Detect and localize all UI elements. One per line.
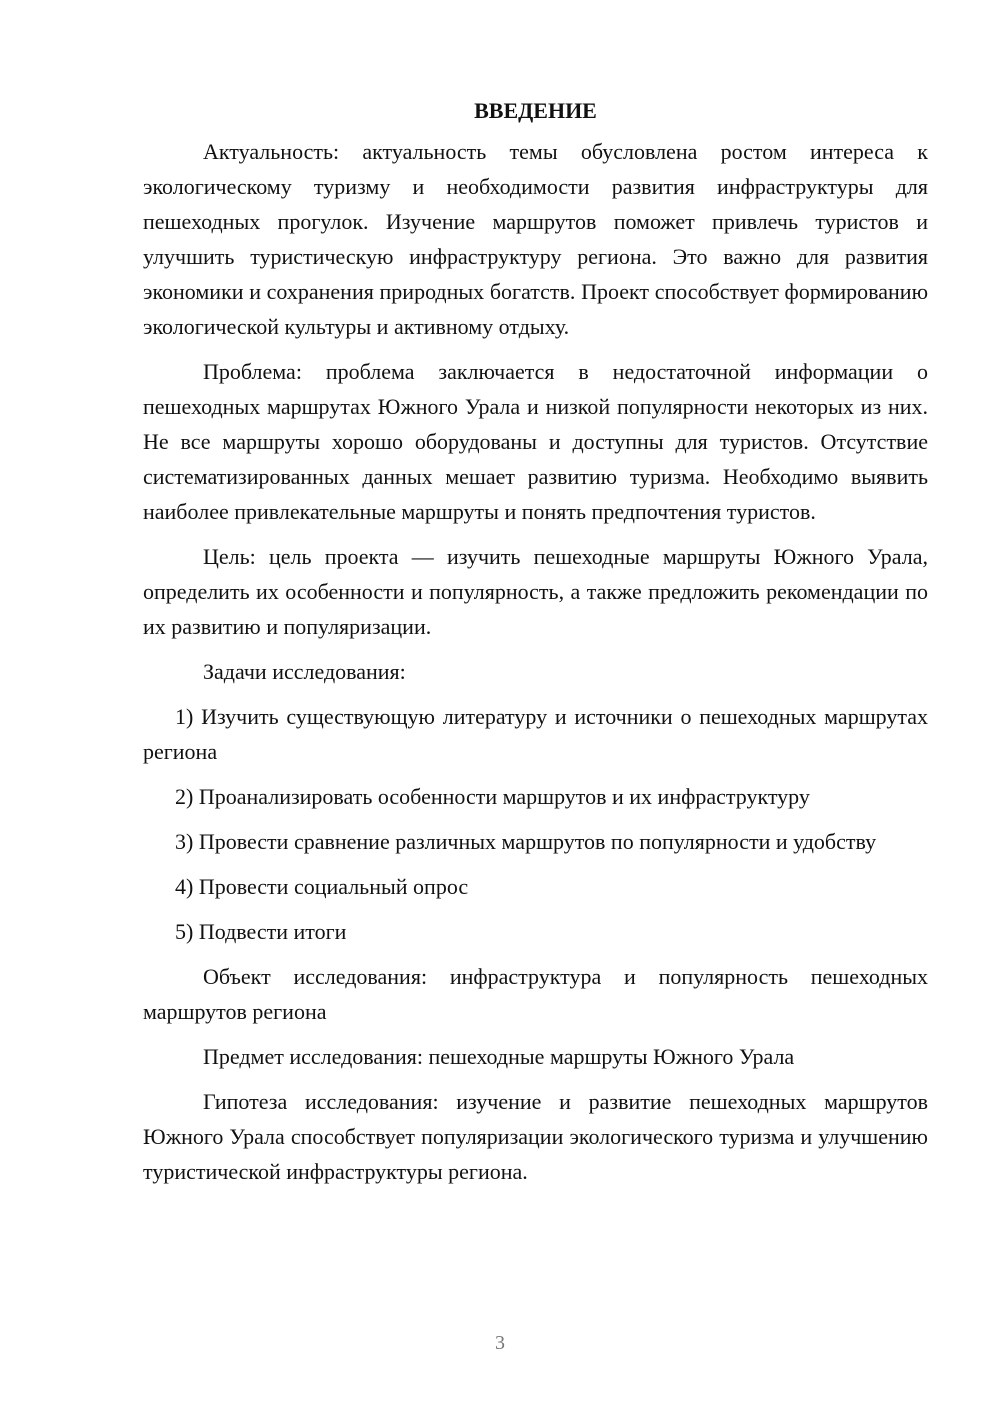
paragraph-subject: Предмет исследования: пешеходные маршруты Южного Урала <box>203 1044 795 1069</box>
section-title: ВВЕДЕНИЕ <box>474 98 597 123</box>
list-item: 3) Провести сравнение различных маршрутов по популярности и удобству <box>175 829 877 854</box>
list-item: 5) Подвести итоги <box>175 919 347 944</box>
paragraph-object: Объект исследования: инфраструктура и популярность пешеходных маршрутов региона <box>143 964 928 1024</box>
paragraph-goal: Цель: цель проекта — изучить пешеходные маршруты Южного Урала, определить их особенности и популярность, а также предложить рекомендации по их развитию и популяризации. <box>143 544 928 639</box>
paragraph-tasks-heading: Задачи исследования: <box>203 659 406 684</box>
paragraph-hypothesis: Гипотеза исследования: изучение и развитие пешеходных маршрутов Южного Урала способствует популяризации экологического туризма и улучшению туристической инфраструктуры региона. <box>143 1089 928 1184</box>
paragraph-problem: Проблема: проблема заключается в недостаточной информации о пешеходных маршрутах Южного Урала и низкой популярности некоторых из них. Не все маршруты хорошо оборудованы и доступны для туристов. Отсутствие систематизированных данных мешает развитию туризма. Необходимо выявить наиболее привлекательные маршруты и понять предпочтения туристов. <box>143 359 928 524</box>
list-item: 4) Провести социальный опрос <box>175 874 469 899</box>
list-item: 2) Проанализировать особенности маршрутов и их инфраструктуру <box>175 784 810 809</box>
page-number: 3 <box>495 1332 505 1354</box>
list-item: 1) Изучить существующую литературу и источники о пешеходных маршрутах региона <box>143 704 928 764</box>
document-body <box>143 88 928 1199</box>
paragraph-relevance: Актуальность: актуальность темы обусловлена ростом интереса к экологическому туризму и необходимости развития инфраструктуры для пешеходных прогулок. Изучение маршрутов поможет привлечь туристов и улучшить туристическую инфраструктуру региона. Это важно для развития экономики и сохранения природных богатств. Проект способствует формированию экологической культуры и активному отдыху. <box>143 139 928 339</box>
